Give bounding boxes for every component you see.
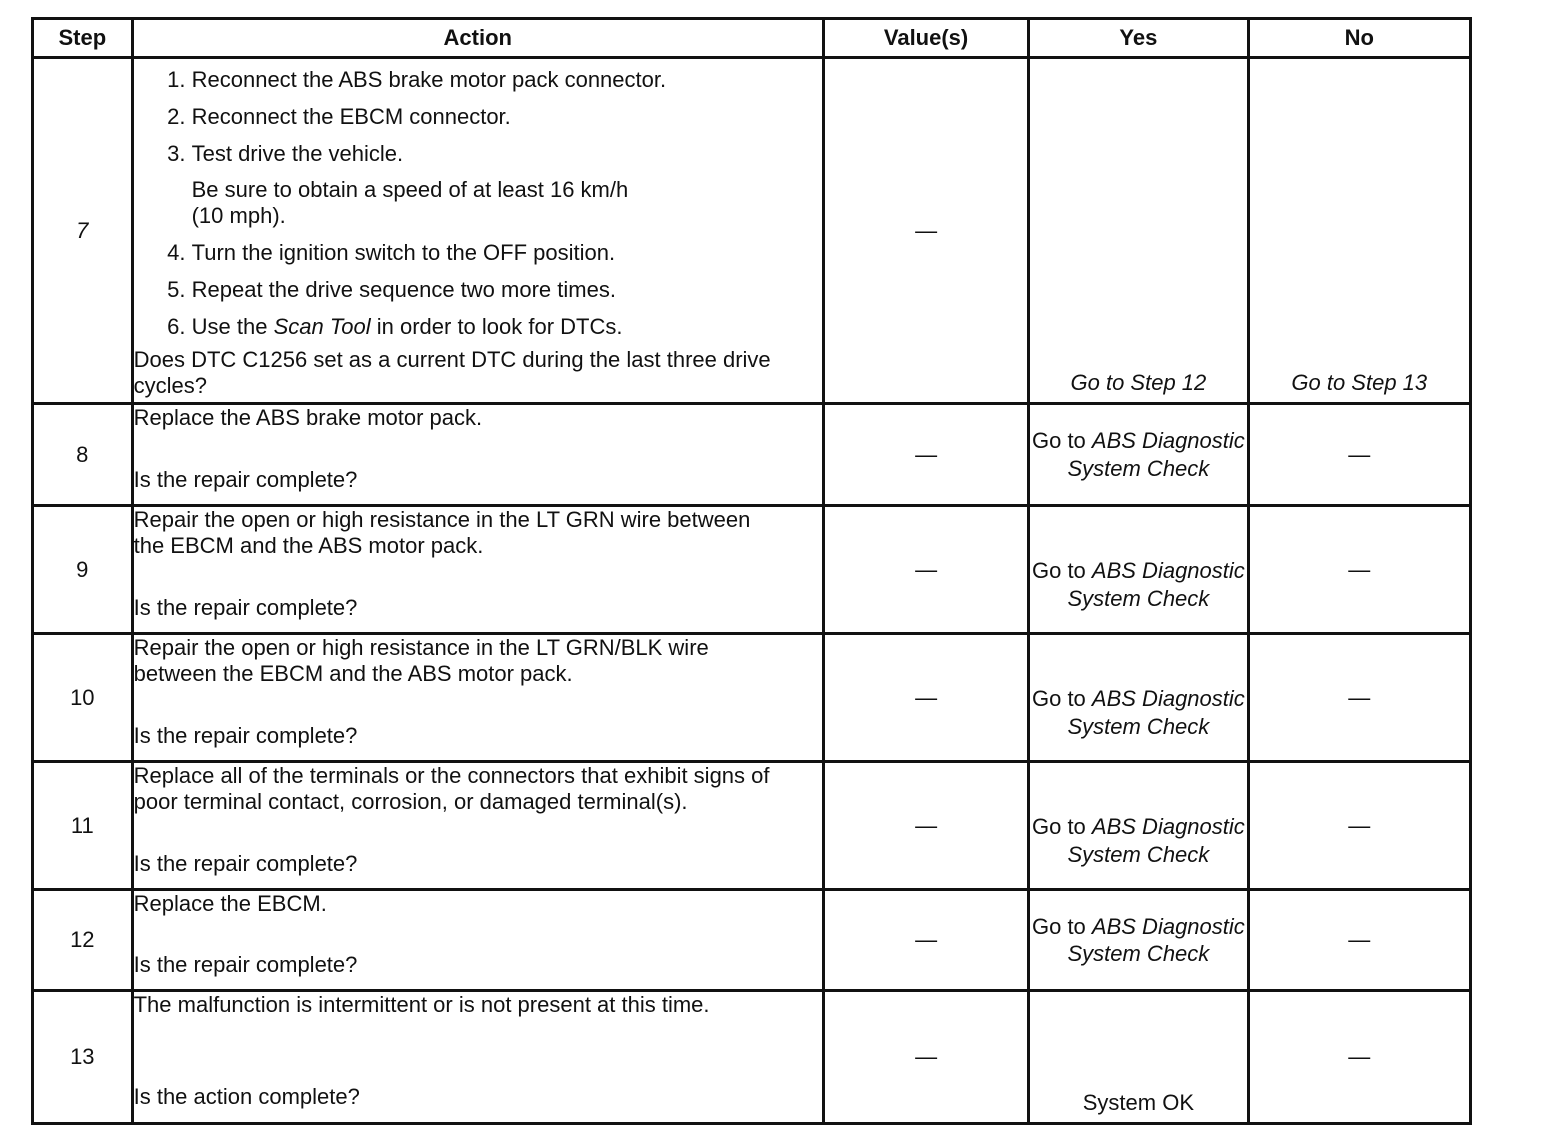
table-row (33, 991, 1471, 1124)
goto-link: ABS Diagnostic System Check (1067, 913, 1245, 966)
action-cell (132, 506, 823, 634)
header-step: Step (33, 19, 133, 58)
goto-link: ABS Diagnostic System Check (1067, 558, 1245, 611)
action-step: 5. Repeat the drive sequence two more times. (192, 277, 822, 303)
value-cell: — (823, 58, 1028, 404)
table-row (33, 762, 1471, 890)
scan-tool-term: Scan Tool (273, 313, 371, 339)
yes-cell: Go to Step 12 (1029, 58, 1248, 404)
header-action: Action (132, 19, 823, 58)
header-row (33, 19, 1471, 58)
action-text: Repair the open or high resistance in the LT GRN wire between the EBCM and the ABS motor pack. (133, 507, 751, 558)
action-step-text: in order to look for DTCs. (376, 313, 623, 339)
step-number: 11 (33, 762, 133, 890)
no-cell: — (1248, 890, 1470, 991)
yes-cell (1029, 890, 1248, 991)
action-question: Is the repair complete? (133, 723, 358, 749)
yes-cell (1029, 404, 1248, 506)
value-cell: — (823, 404, 1028, 506)
goto-link: ABS Diagnostic System Check (1067, 428, 1245, 481)
table-row (33, 890, 1471, 991)
step-number: 12 (33, 890, 133, 991)
no-cell: Go to Step 13 (1248, 58, 1470, 404)
yes-cell (1029, 762, 1248, 890)
value-cell: — (823, 890, 1028, 991)
action-cell (132, 404, 823, 506)
action-note: Be sure to obtain a speed of at least 16 km/h (10 mph). (191, 176, 629, 228)
action-question: Is the repair complete? (133, 467, 358, 493)
action-cell (132, 890, 823, 991)
step-number: 7 (33, 58, 133, 404)
goto-prefix: Go to (1031, 814, 1086, 839)
action-text: Replace the EBCM. (133, 891, 327, 916)
action-step (192, 314, 822, 340)
action-step (192, 141, 822, 229)
action-question: Is the repair complete? (133, 952, 358, 978)
value-cell: — (823, 762, 1028, 890)
action-step: 1. Reconnect the ABS brake motor pack connector. (192, 67, 822, 93)
no-cell: — (1248, 506, 1470, 634)
action-text: Replace all of the terminals or the connectors that exhibit signs of poor terminal contact, corrosion, or damaged terminal(s). (133, 763, 770, 814)
action-cell (132, 762, 823, 890)
action-question: Is the action complete? (133, 1084, 360, 1110)
action-question: Is the repair complete? (133, 851, 358, 877)
no-cell: — (1248, 634, 1470, 762)
action-step-text: Test drive the vehicle. (191, 140, 404, 166)
table-row (33, 404, 1471, 506)
value-cell: — (823, 506, 1028, 634)
no-cell: — (1248, 991, 1470, 1124)
action-text: Replace the ABS brake motor pack. (133, 405, 483, 430)
action-step: 2. Reconnect the EBCM connector. (192, 104, 822, 130)
goto-link: ABS Diagnostic System Check (1067, 814, 1245, 867)
header-yes: Yes (1029, 19, 1248, 58)
diagnostic-table (31, 17, 1472, 1125)
step-number: 13 (33, 991, 133, 1124)
table-row (33, 506, 1471, 634)
no-cell: — (1248, 762, 1470, 890)
goto-prefix: Go to (1031, 558, 1086, 583)
yes-cell (1029, 506, 1248, 634)
action-step-text: Use the (191, 313, 268, 339)
yes-cell: System OK (1029, 991, 1248, 1124)
step-number: 8 (33, 404, 133, 506)
header-values: Value(s) (823, 19, 1028, 58)
action-step: 4. Turn the ignition switch to the OFF position. (192, 240, 822, 266)
step-number: 10 (33, 634, 133, 762)
goto-prefix: Go to (1031, 913, 1086, 939)
table-row (33, 58, 1471, 404)
value-cell: — (823, 634, 1028, 762)
action-cell (132, 634, 823, 762)
action-steps-list (134, 67, 822, 340)
table-row (33, 634, 1471, 762)
action-text: Repair the open or high resistance in the LT GRN/BLK wire between the EBCM and the ABS motor pack. (133, 635, 709, 686)
yes-cell (1029, 634, 1248, 762)
action-cell (132, 58, 823, 404)
goto-link: ABS Diagnostic System Check (1067, 686, 1245, 739)
goto-prefix: Go to (1031, 428, 1086, 453)
goto-prefix: Go to (1031, 686, 1086, 711)
action-question: Does DTC C1256 set as a current DTC during the last three drive cycles? (133, 346, 771, 398)
action-question: Is the repair complete? (133, 595, 358, 621)
no-cell: — (1248, 404, 1470, 506)
header-no: No (1248, 19, 1470, 58)
action-text: The malfunction is intermittent or is not present at this time. (133, 992, 710, 1017)
step-number: 9 (33, 506, 133, 634)
action-cell (132, 991, 823, 1124)
value-cell: — (823, 991, 1028, 1124)
